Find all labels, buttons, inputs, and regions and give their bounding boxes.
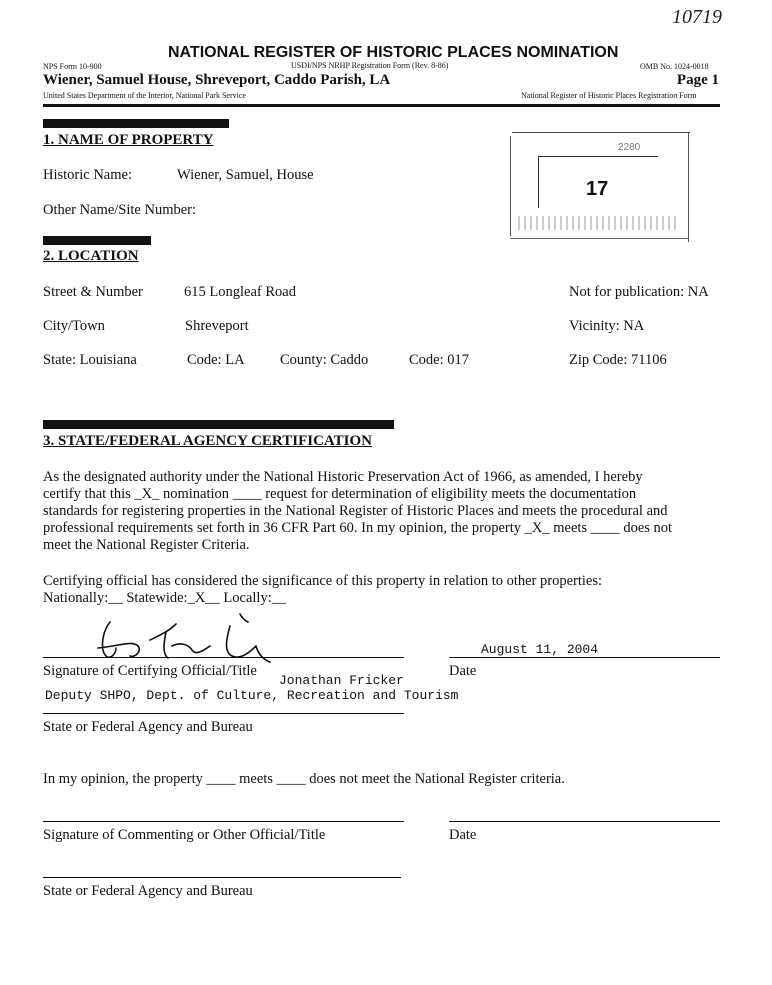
city-label: City/Town <box>43 318 105 334</box>
certification-line-1: As the designated authority under the National Historic Preservation Act of 1966, as amended, I hereby <box>43 469 643 485</box>
zip-code: Zip Code: 71106 <box>569 352 667 368</box>
signature-label: Signature of Certifying Official/Title <box>43 663 257 679</box>
signer-name: Jonathan Fricker <box>279 673 404 688</box>
signature-line <box>43 657 404 658</box>
opinion-line: In my opinion, the property ____ meets ____ does not meet the National Register criteria. <box>43 771 565 787</box>
certification-line-4: professional requirements set forth in 36 CFR Part 60. In my opinion, the property _X_ meets ____ does not <box>43 520 673 536</box>
handwritten-page-mark: 10719 <box>672 6 722 28</box>
handwritten-signature <box>80 610 280 670</box>
stamp-date: 2280 <box>618 142 641 153</box>
significance-line: Certifying official has considered the significance of this property in relation to other properties: <box>43 573 603 589</box>
date2-label: Date <box>449 827 477 843</box>
signature2-line <box>43 821 404 822</box>
state-code: Code: LA <box>187 352 245 368</box>
state: State: Louisiana <box>43 352 137 368</box>
vicinity: Vicinity: NA <box>569 318 645 334</box>
date2-line <box>449 821 720 822</box>
agency-label: State or Federal Agency and Bureau <box>43 719 253 735</box>
city-value: Shreveport <box>185 318 249 334</box>
date-line <box>449 657 720 658</box>
county-code: Code: 017 <box>409 352 470 368</box>
section1-title: 1. NAME OF PROPERTY <box>43 132 214 148</box>
street-value: 615 Longleaf Road <box>184 284 296 300</box>
date-label: Date <box>449 663 477 679</box>
historic-name-label: Historic Name: <box>43 167 132 183</box>
header-rule <box>43 104 720 107</box>
street-label: Street & Number <box>43 284 143 300</box>
form-title: NATIONAL REGISTER OF HISTORIC PLACES NOMINATION <box>168 44 619 61</box>
received-stamp <box>508 126 690 250</box>
form-desc: USDI/NPS NRHP Registration Form (Rev. 8-86) <box>291 61 449 70</box>
section1-bar <box>43 119 229 128</box>
registration-form-line: National Register of Historic Places Registration Form <box>521 91 697 100</box>
property-header-line: Wiener, Samuel House, Shreveport, Caddo Parish, LA <box>43 72 391 88</box>
significance-levels: Nationally:__ Statewide:_X__ Locally:__ <box>43 590 287 606</box>
other-name-label: Other Name/Site Number: <box>43 202 197 218</box>
stamp-number: 17 <box>586 178 609 200</box>
historic-name-value: Wiener, Samuel, House <box>177 167 314 183</box>
certification-line-3: standards for registering properties in the National Register of Historic Places and meets the procedural and <box>43 503 668 519</box>
section3-title: 3. STATE/FEDERAL AGENCY CERTIFICATION <box>43 433 372 449</box>
certification-date: August 11, 2004 <box>481 642 599 657</box>
omb-number: OMB No. 1024-0018 <box>640 62 709 71</box>
certification-line-5: meet the National Register Criteria. <box>43 537 250 553</box>
certification-line-2: certify that this _X_ nomination ____ request for determination of eligibility meets the documentation <box>43 486 637 502</box>
signer-title: Deputy SHPO, Dept. of Culture, Recreation and Tourism <box>45 688 459 703</box>
not-for-publication: Not for publication: NA <box>569 284 709 300</box>
section2-title: 2. LOCATION <box>43 248 139 264</box>
section3-bar <box>43 420 394 429</box>
agency-line <box>43 713 404 714</box>
section2-bar <box>43 236 151 245</box>
page-number: Page 1 <box>676 72 719 88</box>
county: County: Caddo <box>280 352 369 368</box>
department-line: United States Department of the Interior, National Park Service <box>43 91 246 100</box>
agency2-label: State or Federal Agency and Bureau <box>43 883 253 899</box>
form-id: NPS Form 10-900 <box>43 62 102 71</box>
agency2-line <box>43 877 401 878</box>
signature2-label: Signature of Commenting or Other Official/Title <box>43 827 326 843</box>
